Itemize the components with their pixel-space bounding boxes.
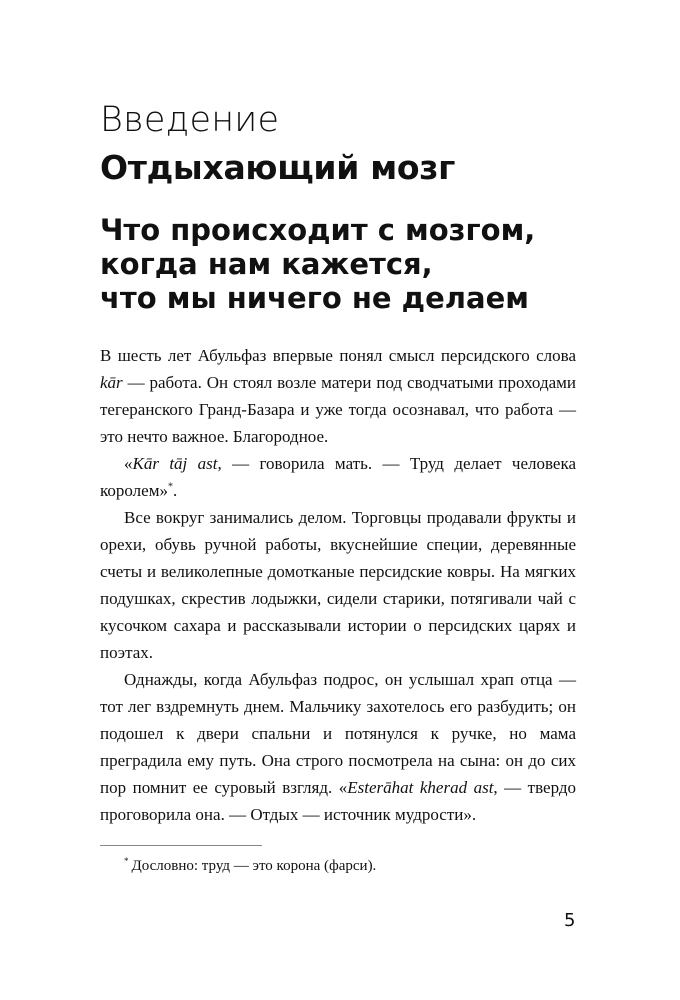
footnote-divider — [100, 845, 262, 846]
paragraph: Однажды, когда Абульфаз подрос, он услышал храп отца — тот лег вздремнуть днем. Мальчику захотелось его разбудить; он подошел к двери спальни и потянулся к ручке, но мама преградила ему путь. Она строго посмотрела на сына: он до сих пор помнит ее суровый взгляд. «Esterāhat kherad ast, — твердо проговорила она. — Отдых — источник мудрости». — [100, 670, 576, 824]
paragraph: «Kār tāj ast, — говорила мать. — Труд делает человека королем»*. — [100, 454, 576, 500]
footnote-reference[interactable]: * — [167, 481, 173, 493]
subtitle-line: что мы ничего не делаем — [100, 281, 529, 315]
italic-term: kār — [100, 373, 123, 392]
footnote — [124, 858, 376, 875]
footnote-mark: * — [124, 856, 129, 866]
body-text — [100, 342, 576, 828]
paragraph: Все вокруг занимались делом. Торговцы продавали фрукты и орехи, обувь ручной работы, вкуснейшие специи, деревянные счеты и великолепные домотканые персидские ковры. На мягких подушках, скрестив лодыжки, сидели старики, потягивали чай с кусочком сахара и рассказывали истории о персидских царях и поэтах. — [100, 508, 576, 662]
page-number: 5 — [564, 910, 576, 931]
chapter-label: Введение — [100, 100, 280, 140]
subtitle-line: Что происходит с мозгом, — [100, 213, 536, 247]
chapter-subtitle — [100, 213, 580, 315]
italic-term: Esterāhat kherad ast — [347, 778, 494, 797]
subtitle-line: когда нам кажется, — [100, 247, 433, 281]
italic-term: Kār tāj ast — [132, 454, 218, 473]
chapter-title: Отдыхающий мозг — [100, 148, 456, 187]
paragraph: В шесть лет Абульфаз впервые понял смысл персидского слова kār — работа. Он стоял возле матери под сводчатыми проходами тегеранского Гранд-Базара и уже тогда осознавал, что работа — это нечто важное. Благородное. — [100, 346, 576, 446]
footnote-text: Дословно: труд — это корона (фарси). — [131, 858, 377, 874]
